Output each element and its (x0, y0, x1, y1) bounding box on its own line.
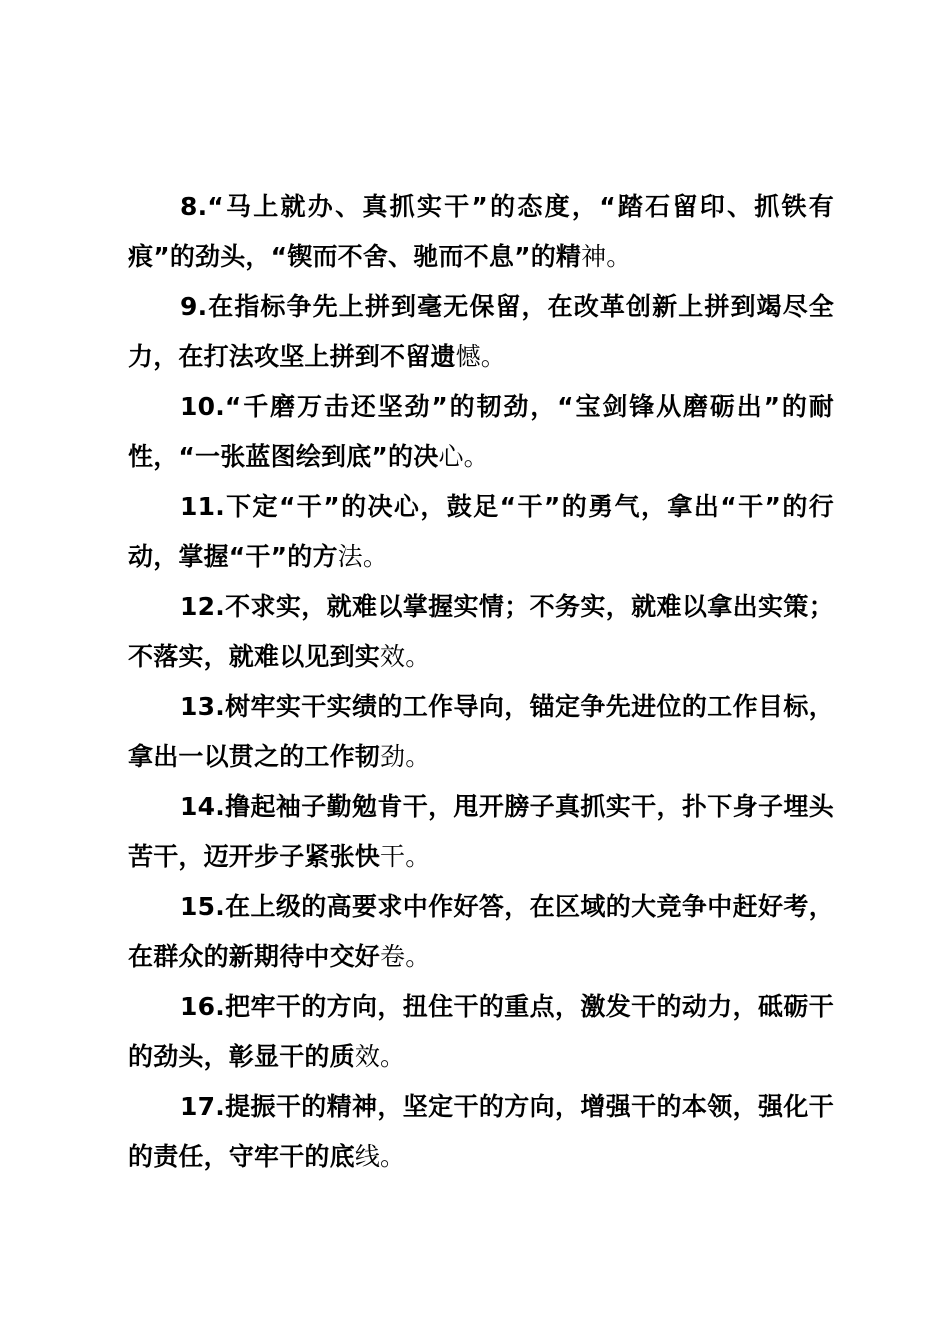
paragraph-text: 17.提振干的精神，坚定干的方向，增强干的本领，强化干的责任，守牢干的底 (128, 1092, 834, 1171)
paragraph-13 (128, 682, 834, 782)
paragraph-tail: 神。 (581, 242, 632, 271)
paragraph-tail: 卷。 (380, 942, 431, 971)
document-body (128, 182, 834, 1182)
paragraph-text: 13.树牢实干实绩的工作导向，锚定争先进位的工作目标，拿出一以贯之的工作韧 (128, 692, 834, 771)
paragraph-tail: 劲。 (380, 742, 431, 771)
paragraph-10 (128, 382, 834, 482)
paragraph-tail: 法。 (337, 542, 389, 571)
paragraph-8 (128, 182, 834, 282)
paragraph-11 (128, 482, 834, 582)
paragraph-tail: 线。 (354, 1142, 406, 1171)
paragraph-text: 9.在指标争先上拼到毫无保留，在改革创新上拼到竭尽全力，在打法攻坚上拼到不留遗 (128, 292, 834, 371)
paragraph-9 (128, 282, 834, 382)
paragraph-text: 11.下定“干”的决心，鼓足“干”的勇气，拿出“干”的行动，掌握“干”的方 (128, 492, 834, 571)
paragraph-text: 14.撸起袖子勤勉肯干，甩开膀子真抓实干，扑下身子埋头苦干，迈开步子紧张快 (128, 792, 834, 871)
paragraph-14 (128, 782, 834, 882)
paragraph-17 (128, 1082, 834, 1182)
paragraph-tail: 效。 (354, 1042, 406, 1071)
paragraph-12 (128, 582, 834, 682)
paragraph-text: 12.不求实，就难以掌握实情；不务实，就难以拿出实策；不落实，就难以见到实 (128, 592, 834, 671)
paragraph-text: 10.“千磨万击还坚劲”的韧劲，“宝剑锋从磨砺出”的耐性，“一张蓝图绘到底”的决 (128, 392, 834, 471)
paragraph-text: 8.“马上就办、真抓实干”的态度，“踏石留印、抓铁有痕”的劲头，“锲而不舍、驰而不息”的精 (128, 192, 834, 271)
paragraph-tail: 干。 (380, 842, 431, 871)
paragraph-16 (128, 982, 834, 1082)
paragraph-15 (128, 882, 834, 982)
paragraph-tail: 心。 (438, 442, 489, 471)
paragraph-text: 16.把牢干的方向，扭住干的重点，激发干的动力，砥砺干的劲头，彰显干的质 (128, 992, 834, 1071)
paragraph-tail: 效。 (380, 642, 431, 671)
paragraph-text: 15.在上级的高要求中作好答，在区域的大竞争中赶好考，在群众的新期待中交好 (128, 892, 834, 971)
paragraph-tail: 憾。 (455, 342, 507, 371)
